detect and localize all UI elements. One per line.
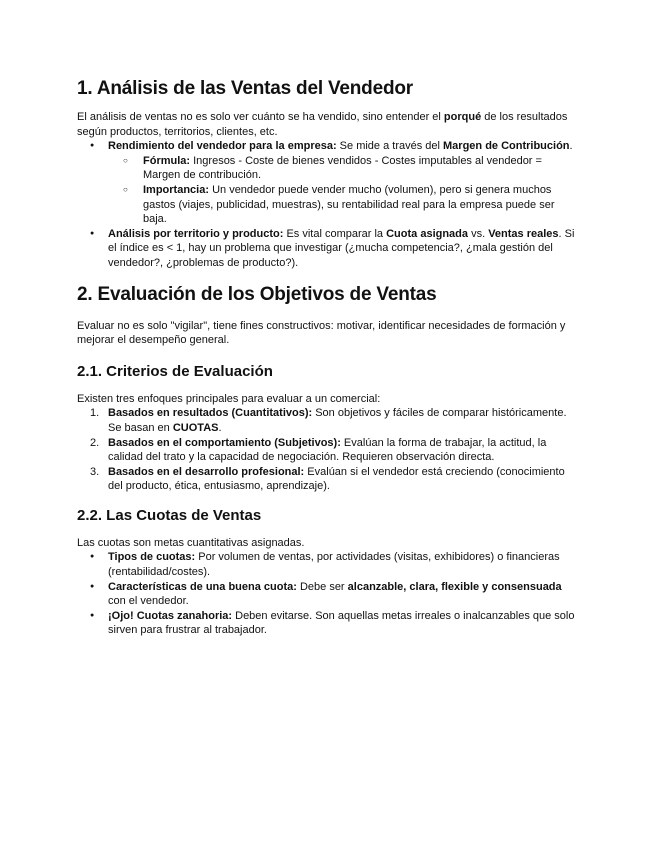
list-item: ● Tipos de cuotas: Por volumen de ventas, por actividades (visitas, exhibidores) o financieras (rentabilidad/costes). bbox=[77, 550, 577, 579]
list-item: 2. Basados en el comportamiento (Subjetivos): Evalúan la forma de trabajar, la actitud, la calidad del trato y la capacidad de negociación. Requieren observación directa. bbox=[90, 436, 547, 464]
list-item: ● Rendimiento del vendedor para la empresa: Se mide a través del Margen de Contribución. ○ Fórmula: Ingresos - Coste de bienes vendidos - Costes imputables al vendedor = Margen de contribución. ○ Importancia: Un vendedor puede vender mucho (volumen), pero si genera muchos gastos (viajes, publicidad, muestras), su rentabilidad real para la empresa puede ser baja. bbox=[77, 139, 577, 227]
criteria-numbered-list bbox=[77, 406, 577, 494]
section-2-2-intro: Las cuotas son metas cuantitativas asignadas. bbox=[77, 536, 305, 549]
list-item: 3. Basados en el desarrollo profesional: Evalúan si el vendedor está creciendo (conocimiento del producto, ética, entusiasmo, aprendizaje). bbox=[90, 465, 565, 493]
list-item: ● ¡Ojo! Cuotas zanahoria: Deben evitarse. Son aquellas metas irreales o inalcanzables que solo sirven para frustrar al trabajador. bbox=[77, 609, 577, 638]
section-2-heading: 2. Evaluación de los Objetivos de Ventas bbox=[77, 283, 437, 305]
document-content bbox=[77, 78, 577, 638]
section-1-heading: 1. Análisis de las Ventas del Vendedor bbox=[77, 78, 413, 99]
section-2-intro: Evaluar no es solo "vigilar", tiene fines constructivos: motivar, identificar necesidades de formación y mejorar el desempeño general. bbox=[77, 319, 566, 347]
quotas-bullet-list bbox=[77, 550, 577, 638]
list-item: ○ Importancia: Un vendedor puede vender mucho (volumen), pero si genera muchos gastos (viajes, publicidad, muestras), su rentabilidad real para la empresa puede ser baja. bbox=[108, 183, 577, 227]
list-item: ○ Fórmula: Ingresos - Coste de bienes vendidos - Costes imputables al vendedor = Margen de contribución. bbox=[108, 154, 577, 183]
list-item: ● Análisis por territorio y producto: Es vital comparar la Cuota asignada vs. Ventas reales. Si el índice es < 1, hay un problema que investigar (¿mucha competencia?, ¿mala gestión del vendedor?, ¿problemas de producto?). bbox=[77, 227, 577, 271]
section-2-1-intro: Existen tres enfoques principales para evaluar a un comercial: bbox=[77, 392, 381, 405]
section-1-bullet-list bbox=[77, 139, 577, 270]
list-item: ● Características de una buena cuota: Debe ser alcanzable, clara, flexible y consensuada con el vendedor. bbox=[77, 580, 577, 609]
section-1-intro: El análisis de ventas no es solo ver cuánto se ha vendido, sino entender el porqué de los resultados según productos, territorios, clientes, etc. bbox=[77, 111, 568, 138]
sub-bullet-list bbox=[108, 154, 577, 227]
list-item: 1. Basados en resultados (Cuantitativos): Son objetivos y fáciles de comparar históricamente. Se basan en CUOTAS. bbox=[90, 407, 567, 434]
section-2-2-heading: 2.2. Las Cuotas de Ventas bbox=[77, 506, 262, 524]
section-2-1-heading: 2.1. Criterios de Evaluación bbox=[77, 362, 273, 380]
